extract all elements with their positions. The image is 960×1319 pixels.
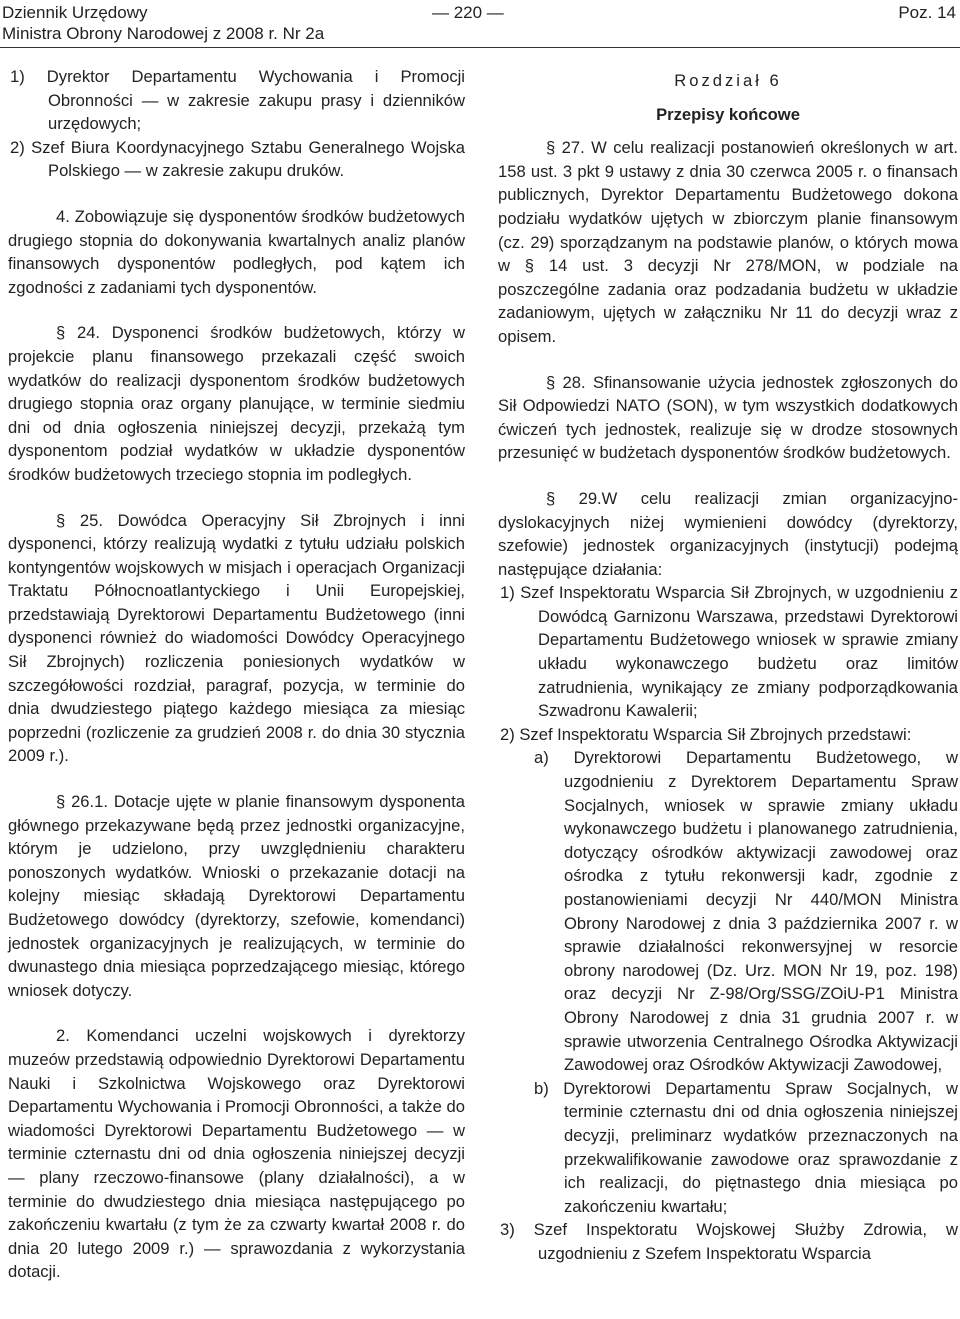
list-item-2: 2) Szef Biura Koordynacyjnego Sztabu Generalnego Wojska Polskiego — w zakresie zakupu druków. bbox=[10, 137, 465, 181]
list-item-29-2b: b) Dyrektorowi Departamentu Spraw Socjalnych, w terminie czternastu dni od dnia ogłoszenia niniejszej decyzji, preliminarz wydatków przeznaczonych na przekwalifikowanie zawodowe oraz sprawozdanie z ich realizacji, do piętnastego dnia miesiąca po zakończeniu kwartału; bbox=[534, 1078, 958, 1216]
chapter-title: Przepisy końcowe bbox=[656, 104, 800, 124]
list-item-29-2a: a) Dyrektorowi Departamentu Budżetowego, w uzgodnieniu z Dyrektorem Departamentu Spraw Socjalnych, wniosek w sprawie zmiany układu wykonawczego budżetu i planowanego zatrudnienia, dotyczący ośrodków aktywizacji zawodowej oraz ośrodka z tytułu rekonwersji kadr, zgodnie z postanowieniami decyzji Nr 440/MON Ministra Obrony Narodowej z dnia 3 października 2007 r. w sprawie działalności rekonwersyjnej w resorcie obrony narodowej (Dz. Urz. MON Nr 19, poz. 198) oraz decyzji Nr Z-98/Org/SSG/ZOiU-P1 Ministra Obrony Narodowej z dnia 31 grudnia 2007 r. w sprawie utworzenia Centralnego Ośrodka Aktywizacji Zawodowej oraz Ośrodków Aktywizacji Zawodowej, bbox=[534, 748, 958, 1075]
section-26-1: § 26.1. Dotacje ujęte w planie finansowym dysponenta głównego przekazywane będą przez jednostki organizacyjne, którym je udzielono, przy uwzględnieniu charakteru ponoszonych wydatków. Wnioski o przekazanie dotacji na kolejny miesiąc składają Dyrektorowi Departamentu Budżetowego dowódcy (dyrektorzy, szefowie, komendanci) jednostek organizacyjnych je realizujących, w terminie do dwunastego dnia miesiąca poprzedzającego miesiąc, którego wniosek dotyczy. bbox=[8, 792, 465, 1000]
chapter-heading: Rozdział 6 bbox=[674, 71, 782, 90]
right-column bbox=[498, 65, 958, 1266]
header-rule bbox=[0, 47, 960, 48]
page-number: — 220 — bbox=[432, 3, 504, 22]
section-24: § 24. Dysponenci środków budżetowych, którzy w projekcie planu finansowego przekazali część swoich wydatków do realizacji dysponentom środków budżetowych drugiego stopnia oraz organy planujące, w terminie siedmiu dni od dnia ogłoszenia niniejszej decyzji, przekażą tym dysponentom podział wydatków w układzie dysponentów środków budżetowych trzeciego stopnia im podległych. bbox=[8, 323, 465, 484]
list-item-29-2: 2) Szef Inspektoratu Wsparcia Sił Zbrojnych przedstawi: bbox=[500, 724, 912, 744]
section-29: § 29.W celu realizacji zmian organizacyjno-dyslokacyjnych niżej wymienieni dowódcy (dyrektorzy, szefowie) jednostek organizacyjnych (instytucji) podejmą następujące działania: bbox=[498, 488, 958, 579]
section-27: § 27. W celu realizacji postanowień określonych w art. 158 ust. 3 pkt 9 ustawy z dnia 30 czerwca 2005 r. o finansach publicznych, Dyrektor Departamentu Budżetowego dokona podziału wydatków ujętych w zbiorczym planie finansowym (cz. 29) sporządzanym na podstawie planów, o których mowa w § 14 ust. 3 decyzji Nr 278/MON, w podziale na poszczególne zadania oraz podzadania budżetu w układzie zadaniowym, ujętych w załączniku Nr 11 do decyzji wraz z opisem. bbox=[498, 138, 958, 346]
list-item-1: 1) Dyrektor Departamentu Wychowania i Promocji Obronności — w zakresie zakupu prasy i dzienników urzędowych; bbox=[10, 67, 465, 134]
section-28: § 28. Sfinansowanie użycia jednostek zgłoszonych do Sił Odpowiedzi NATO (SON), w tym wszystkich dodatkowych ćwiczeń tych jednostek, realizuje się w drodze stosownych przesunięć w budżetach dysponentów środków budżetowych. bbox=[498, 372, 958, 463]
journal-title: Dziennik Urzędowy bbox=[2, 3, 148, 22]
journal-issue: Ministra Obrony Narodowej z 2008 r. Nr 2a bbox=[2, 24, 325, 43]
list-item-29-3: 3) Szef Inspektoratu Wojskowej Służby Zdrowia, w uzgodnieniu z Szefem Inspektoratu Wsparcia bbox=[500, 1220, 958, 1263]
section-26-2: 2. Komendanci uczelni wojskowych i dyrektorzy muzeów przedstawią odpowiednio Dyrektorowi Departamentu Nauki i Szkolnictwa Wojskowego oraz Dyrektorowi Departamentu Wychowania i Promocji Obronności, a także do wiadomości Dyrektorowi Departamentu Budżetowego — w terminie czternastu dni od dnia ogłoszenia niniejszej decyzji — plany rzeczowo-finansowe (plany działalności), a w terminie do dwudziestego dnia miesiąca następującego po zakończeniu kwartału (z tym że za czwarty kwartał 2008 r. do dnia 20 lutego 2009 r.) — sprawozdania z wykorzystania dotacji. bbox=[8, 1026, 465, 1282]
section-25: § 25. Dowódca Operacyjny Sił Zbrojnych i inni dysponenci, którzy realizują wydatki z tytułu udziału polskich kontyngentów wojskowych w misjach i operacjach Organizacji Traktatu Północnoatlantyckiego i Unii Europejskiej, przedstawiają Dyrektorowi Departamentu Budżetowego (inni dysponenci również do wiadomości Dowódcy Operacyjnego Sił Zbrojnych) rozliczenia poniesionych wydatków w szczegółowości rozdział, paragraf, pozycja, w terminie do dnia dwudziestego piątego każdego miesiąca za miesiąc poprzedni (rozliczenie za grudzień 2008 r. do dnia 30 stycznia 2009 r.). bbox=[8, 510, 465, 766]
page-header bbox=[0, 0, 960, 46]
left-column bbox=[8, 65, 465, 1284]
list-item-29-1: 1) Szef Inspektoratu Wsparcia Sił Zbrojnych, w uzgodnieniu z Dowódcą Garnizonu Warszawa, przedstawi Dyrektorowi Departamentu Budżetowego wniosek w sprawie zmiany układu wykonawczego budżetu oraz limitów zatrudnienia, wynikający ze zmiany podporządkowania Szwadronu Kawalerii; bbox=[500, 583, 958, 721]
paragraph-4: 4. Zobowiązuje się dysponentów środków budżetowych drugiego stopnia do dokonywania kwartalnych analiz planów finansowych dysponentów podległych, pod kątem ich zgodności z zadaniami tych dysponentów. bbox=[8, 206, 465, 297]
position-number: Poz. 14 bbox=[898, 3, 956, 22]
